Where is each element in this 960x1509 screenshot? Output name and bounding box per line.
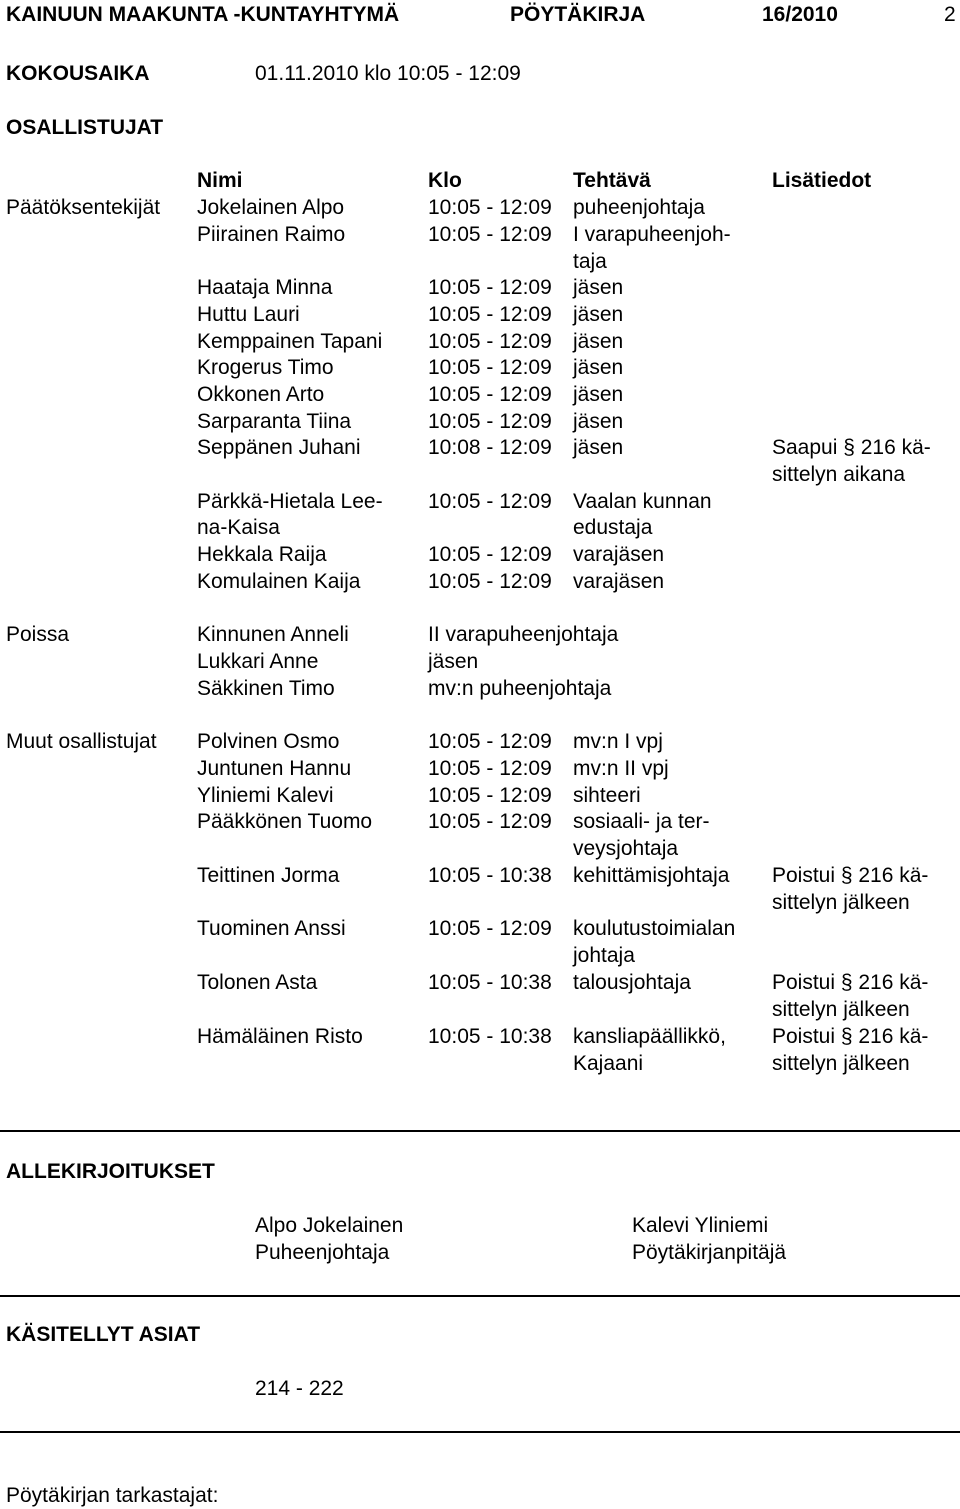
attendee-time: 10:05 - 12:09 (428, 196, 552, 219)
attendee-info: Poistui § 216 kä- (772, 864, 929, 887)
attendee-role: mv:n II vpj (573, 757, 669, 780)
attendee-role-continued: taja (573, 250, 607, 273)
table-row (0, 302, 960, 329)
attendee-name: Juntunen Hannu (197, 757, 352, 780)
attendee-name: Piirainen Raimo (197, 223, 346, 246)
attendee-name: Krogerus Timo (197, 356, 334, 379)
attendee-name: Hekkala Raija (197, 543, 327, 566)
attendee-time: 10:05 - 12:09 (428, 757, 552, 780)
attendee-time: 10:05 - 12:09 (428, 917, 552, 940)
page-number: 2 (944, 3, 956, 26)
attendee-name: Okkonen Arto (197, 383, 325, 406)
attendee-info-continued: sittelyn aikana (772, 463, 906, 486)
group-label-decision-makers: Päätöksentekijät (6, 196, 161, 219)
table-row (0, 970, 960, 997)
section-divider (0, 1130, 960, 1132)
meeting-time-value: 01.11.2010 klo 10:05 - 12:09 (255, 62, 521, 85)
attendee-name: Komulainen Kaija (197, 570, 361, 593)
table-row (0, 569, 960, 596)
attendee-role: jäsen (428, 650, 479, 673)
attendee-name: Tolonen Asta (197, 971, 318, 994)
attendee-name: Pärkkä-Hietala Lee- (197, 490, 383, 513)
table-row (0, 222, 960, 249)
attendee-info-continued: sittelyn jälkeen (772, 998, 910, 1021)
attendee-name: Jokelainen Alpo (197, 196, 345, 219)
attendee-role: jäsen (573, 410, 624, 433)
attendee-role: mv:n puheenjohtaja (428, 677, 612, 700)
attendee-info: Saapui § 216 kä- (772, 436, 931, 459)
reviewers-label: Pöytäkirjan tarkastajat: (6, 1484, 219, 1507)
signature-left-name: Alpo Jokelainen (255, 1214, 404, 1237)
signatures-title: ALLEKIRJOITUKSET (6, 1160, 215, 1183)
table-row (0, 1024, 960, 1051)
attendee-name: Pääkkönen Tuomo (197, 810, 373, 833)
attendee-name: Haataja Minna (197, 276, 333, 299)
attendee-role: Vaalan kunnan (573, 490, 712, 513)
attendee-time: 10:05 - 12:09 (428, 730, 552, 753)
signature-right-name: Kalevi Yliniemi (632, 1214, 769, 1237)
attendee-role: I varapuheenjoh- (573, 223, 731, 246)
attendee-name: Lukkari Anne (197, 650, 319, 673)
section-divider (0, 1431, 960, 1433)
attendee-name: Sarparanta Tiina (197, 410, 352, 433)
signature-left-role: Puheenjohtaja (255, 1241, 390, 1264)
attendee-name: Kemppainen Tapani (197, 330, 383, 353)
attendee-time: 10:08 - 12:09 (428, 436, 552, 459)
attendee-info: Poistui § 216 kä- (772, 971, 929, 994)
table-row (0, 195, 960, 222)
attendee-role: sihteeri (573, 784, 641, 807)
attendee-time: 10:05 - 12:09 (428, 543, 552, 566)
attendee-role: puheenjohtaja (573, 196, 705, 219)
table-row (0, 916, 960, 943)
attendee-role: jäsen (573, 303, 624, 326)
signature-right-role: Pöytäkirjanpitäjä (632, 1241, 787, 1264)
attendee-role-continued: johtaja (573, 944, 635, 967)
attendee-role-continued: veysjohtaja (573, 837, 679, 860)
attendee-time: 10:05 - 12:09 (428, 383, 552, 406)
attendee-time: 10:05 - 12:09 (428, 410, 552, 433)
attendee-name: Huttu Lauri (197, 303, 300, 326)
handled-items-range: 214 - 222 (255, 1377, 344, 1400)
attendee-role: varajäsen (573, 543, 665, 566)
attendee-role: kansliapäällikkö, (573, 1025, 726, 1048)
attendee-role: varajäsen (573, 570, 665, 593)
handled-items-title: KÄSITELLYT ASIAT (6, 1323, 201, 1346)
attendee-time: 10:05 - 12:09 (428, 276, 552, 299)
table-row (0, 809, 960, 836)
table-row (0, 542, 960, 569)
attendee-time: 10:05 - 12:09 (428, 784, 552, 807)
attendee-role: sosiaali- ja ter- (573, 810, 710, 833)
attendee-time: 10:05 - 12:09 (428, 303, 552, 326)
table-row (0, 756, 960, 783)
attendee-time: 10:05 - 12:09 (428, 330, 552, 353)
document-number: 16/2010 (762, 3, 838, 26)
attendee-name: Polvinen Osmo (197, 730, 340, 753)
group-label-absent: Poissa (6, 623, 70, 646)
attendee-name: Seppänen Juhani (197, 436, 361, 459)
attendee-time: 10:05 - 12:09 (428, 223, 552, 246)
attendee-name: Säkkinen Timo (197, 677, 335, 700)
attendee-role: talousjohtaja (573, 971, 691, 994)
table-row (0, 676, 960, 703)
attendee-time: 10:05 - 12:09 (428, 490, 552, 513)
attendee-info-continued: sittelyn jälkeen (772, 891, 910, 914)
attendee-name: Kinnunen Anneli (197, 623, 349, 646)
attendee-role: jäsen (573, 356, 624, 379)
table-row (0, 355, 960, 382)
table-row (0, 275, 960, 302)
attendee-time: 10:05 - 10:38 (428, 864, 552, 887)
organization-name: KAINUUN MAAKUNTA -KUNTAYHTYMÄ (6, 3, 400, 26)
table-row (0, 783, 960, 810)
table-row (0, 489, 960, 516)
attendee-name-continued: na-Kaisa (197, 516, 280, 539)
attendee-time: 10:05 - 12:09 (428, 810, 552, 833)
attendee-info: Poistui § 216 kä- (772, 1025, 929, 1048)
attendee-name: Teittinen Jorma (197, 864, 340, 887)
attendee-role: kehittämisjohtaja (573, 864, 730, 887)
table-row (0, 435, 960, 462)
section-divider (0, 1295, 960, 1297)
attendee-role: jäsen (573, 383, 624, 406)
attendee-info-continued: sittelyn jälkeen (772, 1052, 910, 1075)
table-row (0, 329, 960, 356)
attendee-role: jäsen (573, 276, 624, 299)
column-header-name: Nimi (197, 169, 243, 192)
attendee-role: koulutustoimialan (573, 917, 736, 940)
column-header-role: Tehtävä (573, 169, 651, 192)
table-row (0, 649, 960, 676)
attendees-section-title: OSALLISTUJAT (6, 116, 164, 139)
attendee-time: 10:05 - 10:38 (428, 1025, 552, 1048)
table-row (0, 622, 960, 649)
attendee-time: 10:05 - 10:38 (428, 971, 552, 994)
attendee-time: 10:05 - 12:09 (428, 356, 552, 379)
attendee-role: II varapuheenjohtaja (428, 623, 619, 646)
column-header-info: Lisätiedot (772, 169, 872, 192)
attendee-role-continued: edustaja (573, 516, 653, 539)
meeting-time-label: KOKOUSAIKA (6, 62, 150, 85)
table-row (0, 382, 960, 409)
column-header-time: Klo (428, 169, 462, 192)
group-label-others: Muut osallistujat (6, 730, 157, 753)
attendee-role: mv:n I vpj (573, 730, 663, 753)
table-row (0, 863, 960, 890)
table-row (0, 409, 960, 436)
attendee-name: Yliniemi Kalevi (197, 784, 334, 807)
document-type: PÖYTÄKIRJA (510, 3, 646, 26)
attendee-role: jäsen (573, 436, 624, 459)
table-row (0, 729, 960, 756)
attendee-name: Hämäläinen Risto (197, 1025, 363, 1048)
attendee-time: 10:05 - 12:09 (428, 570, 552, 593)
attendee-role: jäsen (573, 330, 624, 353)
attendee-name: Tuominen Anssi (197, 917, 346, 940)
attendee-role-continued: Kajaani (573, 1052, 644, 1075)
